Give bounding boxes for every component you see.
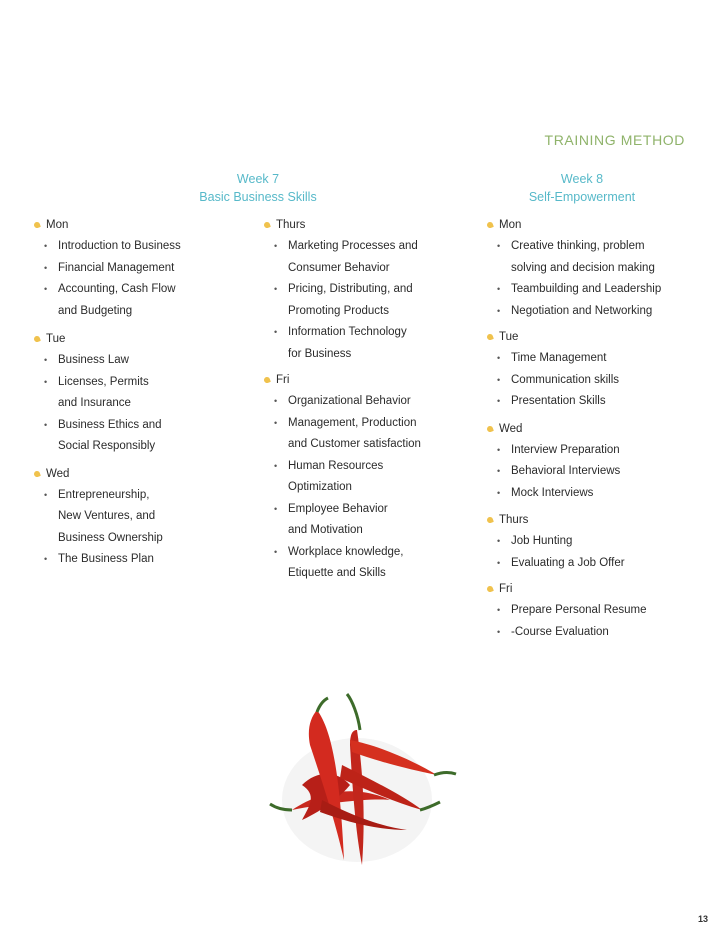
list-item xyxy=(487,370,661,392)
list-item xyxy=(264,322,421,365)
week7-subtitle: Basic Business Skills xyxy=(199,190,317,204)
bullet-icon: • xyxy=(497,626,501,637)
list-item-text: Introduction to Business xyxy=(58,240,181,252)
bullet-icon: • xyxy=(497,353,501,363)
bullet-icon: • xyxy=(44,241,48,251)
list-item xyxy=(264,391,421,413)
bullet-icon: • xyxy=(274,284,278,294)
day-marker-icon xyxy=(486,585,494,593)
day-label: Thurs xyxy=(499,514,529,526)
list-item xyxy=(487,553,661,575)
day-heading xyxy=(34,215,181,236)
list-item xyxy=(487,440,661,462)
bullet-icon: • xyxy=(44,376,48,387)
day-heading xyxy=(487,579,661,600)
day-marker-icon xyxy=(263,376,271,384)
list-item-text: Time Management xyxy=(511,352,607,364)
list-item xyxy=(264,236,421,279)
day-marker-icon xyxy=(486,333,494,341)
bullet-icon: • xyxy=(497,605,501,615)
day-label: Fri xyxy=(276,374,290,386)
day-label: Wed xyxy=(46,467,70,480)
week7-label: Week 7 xyxy=(236,172,280,186)
bullet-icon: • xyxy=(497,557,501,568)
day-heading xyxy=(264,215,421,236)
list-item-text: Business Law xyxy=(58,354,129,366)
red-chili-peppers-icon xyxy=(262,690,462,870)
day-marker-icon xyxy=(486,425,494,433)
list-item xyxy=(34,485,181,550)
bullet-icon: • xyxy=(497,241,501,251)
list-item xyxy=(264,499,421,542)
list-item xyxy=(34,350,181,372)
list-item xyxy=(34,372,181,415)
list-item xyxy=(487,483,661,505)
list-item xyxy=(34,415,181,458)
bullet-icon: • xyxy=(497,305,501,316)
list-item-text: Presentation Skills xyxy=(511,395,606,407)
list-item-text: Creative thinking, problem xyxy=(511,240,645,252)
list-item-text: New Ventures, and xyxy=(58,510,156,522)
bullet-icon: • xyxy=(274,460,278,471)
list-item xyxy=(487,391,661,413)
list-item-text: Workplace knowledge, xyxy=(288,545,404,558)
list-item-text: Organizational Behavior xyxy=(288,395,411,407)
list-item-text: Teambuilding and Leadership xyxy=(511,283,662,295)
list-item-text: -Course Evaluation xyxy=(511,625,609,638)
list-item xyxy=(487,301,661,323)
list-item-text: Job Hunting xyxy=(511,535,573,547)
list-item-text: Mock Interviews xyxy=(511,486,594,499)
list-item xyxy=(34,236,181,258)
bullet-icon: • xyxy=(497,444,501,455)
list-item xyxy=(487,461,661,483)
bullet-icon: • xyxy=(44,284,48,294)
day-heading xyxy=(264,370,421,391)
bullet-icon: • xyxy=(44,419,48,430)
list-item xyxy=(487,600,661,622)
day-heading xyxy=(487,419,661,440)
list-item-text: Behavioral Interviews xyxy=(511,465,621,477)
list-item-text: and Budgeting xyxy=(58,304,133,317)
bullet-icon: • xyxy=(274,327,278,337)
list-item xyxy=(487,279,661,301)
day-label: Mon xyxy=(46,219,69,231)
week7-column-1 xyxy=(34,215,181,571)
page-title: TRAINING METHOD xyxy=(544,132,685,148)
section-gap xyxy=(34,322,181,329)
list-item-text: Business Ethics and xyxy=(58,418,162,431)
list-item xyxy=(264,456,421,499)
week8-label: Week 8 xyxy=(560,172,604,186)
list-item-text: Employee Behavior xyxy=(288,502,388,515)
list-item-text: for Business xyxy=(288,347,352,360)
list-item-text: Marketing Processes and xyxy=(288,240,418,252)
bullet-icon: • xyxy=(274,241,278,251)
list-item-text: and Motivation xyxy=(288,524,363,536)
list-item-text: and Customer satisfaction xyxy=(288,438,421,450)
list-item-text: Human Resources xyxy=(288,459,384,472)
bullet-icon: • xyxy=(497,374,501,385)
list-item-text: Promoting Products xyxy=(288,304,389,317)
day-label: Tue xyxy=(499,331,519,343)
bullet-icon: • xyxy=(44,554,48,564)
list-item xyxy=(264,542,421,585)
list-item xyxy=(34,258,181,280)
week7-column-2 xyxy=(264,215,421,585)
day-label: Thurs xyxy=(276,219,306,231)
day-heading xyxy=(34,464,181,485)
list-item-text: Evaluating a Job Offer xyxy=(511,556,625,569)
list-item xyxy=(34,549,181,571)
list-item-text: Management, Production xyxy=(288,416,417,429)
week7-heading xyxy=(178,170,338,206)
list-item xyxy=(264,413,421,456)
day-heading xyxy=(34,329,181,350)
bullet-icon: • xyxy=(497,536,501,546)
list-item-text: Interview Preparation xyxy=(511,443,620,456)
bullet-icon: • xyxy=(44,262,48,273)
bullet-icon: • xyxy=(274,503,278,514)
list-item xyxy=(487,622,661,644)
bullet-icon: • xyxy=(44,355,48,365)
day-heading xyxy=(487,510,661,531)
list-item xyxy=(264,279,421,322)
day-label: Wed xyxy=(499,422,523,435)
bullet-icon: • xyxy=(44,489,48,500)
list-item-text: Etiquette and Skills xyxy=(288,567,386,579)
bullet-icon: • xyxy=(497,466,501,476)
week8-subtitle: Self-Empowerment xyxy=(528,190,636,204)
day-marker-icon xyxy=(263,221,271,229)
chili-peppers-image xyxy=(262,690,462,870)
day-marker-icon xyxy=(33,335,41,343)
week8-heading xyxy=(502,170,662,206)
day-marker-icon xyxy=(33,221,41,229)
list-item-text: Social Responsibly xyxy=(58,440,156,452)
list-item xyxy=(487,348,661,370)
list-item-text: solving and decision making xyxy=(511,261,655,274)
bullet-icon: • xyxy=(274,396,278,406)
list-item-text: Pricing, Distributing, and xyxy=(288,283,413,295)
list-item xyxy=(487,236,661,279)
list-item-text: The Business Plan xyxy=(58,553,154,565)
bullet-icon: • xyxy=(497,396,501,406)
day-marker-icon xyxy=(33,470,41,478)
list-item xyxy=(487,531,661,553)
day-marker-icon xyxy=(486,221,494,229)
list-item-text: Entrepreneurship, xyxy=(58,488,150,501)
day-label: Fri xyxy=(499,583,513,595)
list-item-text: Consumer Behavior xyxy=(288,261,390,274)
list-item-text: Communication skills xyxy=(511,373,620,386)
list-item-text: Information Technology xyxy=(288,326,407,338)
day-marker-icon xyxy=(486,516,494,524)
day-heading xyxy=(487,327,661,348)
list-item-text: Business Ownership xyxy=(58,531,163,544)
list-item-text: and Insurance xyxy=(58,397,131,409)
bullet-icon: • xyxy=(274,546,278,557)
list-item-text: Accounting, Cash Flow xyxy=(58,283,176,295)
list-item xyxy=(34,279,181,322)
page-number: 13 xyxy=(698,914,709,924)
bullet-icon: • xyxy=(274,417,278,428)
list-item-text: Prepare Personal Resume xyxy=(511,604,647,616)
bullet-icon: • xyxy=(497,284,501,294)
bullet-icon: • xyxy=(497,487,501,498)
list-item-text: Financial Management xyxy=(58,261,175,274)
list-item-text: Negotiation and Networking xyxy=(511,304,653,317)
day-label: Tue xyxy=(46,333,66,345)
day-label: Mon xyxy=(499,219,522,231)
list-item-text: Licenses, Permits xyxy=(58,375,149,388)
list-item-text: Optimization xyxy=(288,481,352,493)
week8-column xyxy=(487,215,661,643)
day-heading xyxy=(487,215,661,236)
